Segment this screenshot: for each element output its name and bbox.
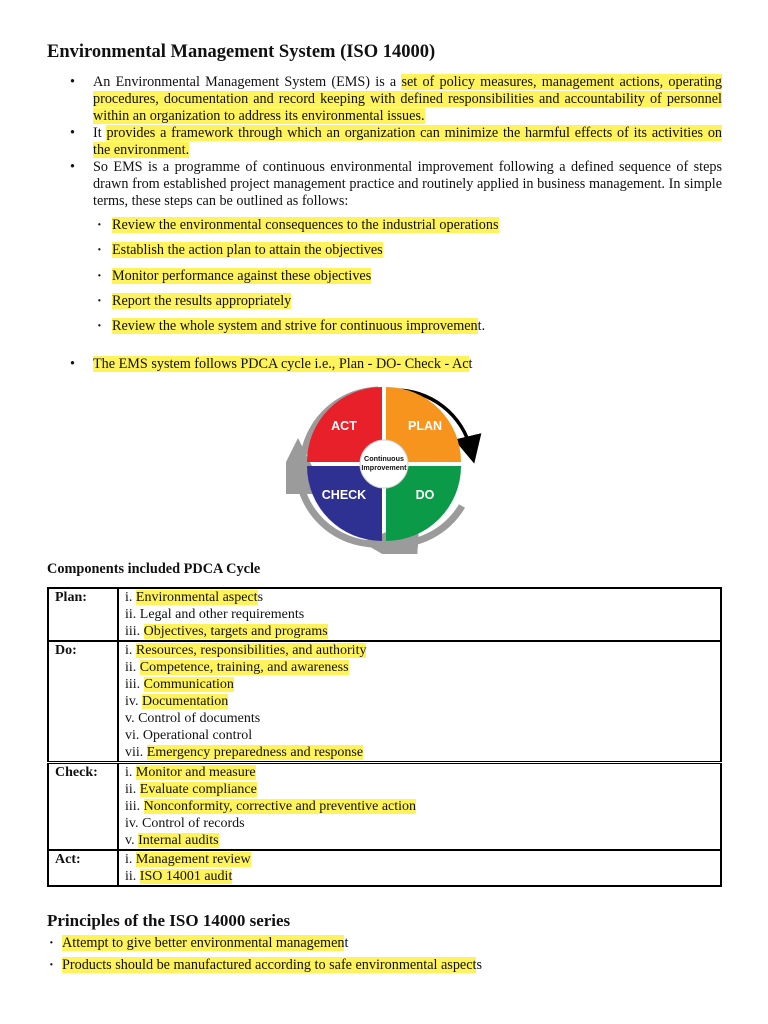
principles-title: Principles of the ISO 14000 series bbox=[47, 911, 291, 930]
highlighted-text: Attempt to give better environmental managemen bbox=[62, 935, 345, 951]
highlighted-text: Competence, training, and awareness bbox=[139, 660, 349, 675]
item-number: i. bbox=[125, 852, 136, 867]
list-item bbox=[125, 606, 714, 623]
highlighted-text: ISO 14001 audit bbox=[139, 869, 233, 884]
item-number: iii. bbox=[125, 677, 144, 692]
center-label-line2: Improvement bbox=[361, 463, 407, 472]
principle-item bbox=[47, 934, 482, 956]
highlighted-text: provides a framework through which an organization can minimize the harmful effects of its activities on the environment. bbox=[93, 125, 723, 158]
step-item bbox=[97, 216, 499, 241]
highlighted-text: Monitor and measure bbox=[135, 765, 256, 780]
highlighted-text: Report the results appropriately bbox=[112, 292, 292, 309]
intro-bullet bbox=[70, 125, 722, 159]
components-table bbox=[47, 587, 722, 887]
step-item bbox=[97, 241, 499, 266]
highlighted-text: Communication bbox=[143, 677, 234, 692]
list-item bbox=[125, 589, 714, 606]
pdca-bullet bbox=[70, 356, 472, 373]
step-tail: t. bbox=[477, 318, 486, 335]
principles-list bbox=[47, 934, 482, 977]
steps-list bbox=[97, 216, 499, 342]
list-item bbox=[125, 727, 714, 744]
highlighted-text: Nonconformity, corrective and preventive action bbox=[143, 799, 417, 814]
highlighted-text: Environmental aspect bbox=[135, 590, 258, 605]
step-item bbox=[97, 317, 499, 342]
pdca-bullet-item bbox=[93, 356, 472, 373]
list-item bbox=[125, 676, 714, 693]
center-label-line1: Continuous bbox=[364, 454, 404, 463]
table-row bbox=[48, 850, 721, 886]
label-act: ACT bbox=[331, 419, 357, 433]
highlighted-text: Management review bbox=[135, 852, 251, 867]
row-label: Do: bbox=[48, 641, 118, 763]
intro-bullet bbox=[70, 74, 722, 125]
table-row bbox=[48, 641, 721, 763]
item-number: i. bbox=[125, 590, 136, 605]
label-check: CHECK bbox=[321, 488, 367, 502]
item-number: iii. bbox=[125, 624, 144, 639]
intro-text: An Environmental Management System (EMS) is a bbox=[93, 74, 402, 90]
components-title: Components included PDCA Cycle bbox=[47, 561, 261, 577]
item-number: iv. Control of records bbox=[125, 816, 245, 831]
item-tail: s bbox=[257, 590, 264, 605]
list-item bbox=[125, 832, 714, 849]
intro-text: So EMS is a programme of continuous environmental improvement following a defined sequence of steps drawn from established project management practice and routinely applied in business management. In simple terms, these steps can be outlined as follows: bbox=[93, 159, 722, 209]
highlighted-text: Evaluate compliance bbox=[139, 782, 257, 797]
highlighted-text: Emergency preparedness and response bbox=[146, 745, 364, 760]
row-items bbox=[118, 763, 721, 851]
intro-text: It bbox=[93, 125, 107, 141]
step-item bbox=[97, 267, 499, 292]
row-items bbox=[118, 641, 721, 763]
highlighted-text: Internal audits bbox=[138, 833, 219, 848]
step-item bbox=[97, 292, 499, 317]
item-number: iii. bbox=[125, 799, 144, 814]
pdca-tail: t bbox=[468, 356, 473, 372]
item-number: v. Control of documents bbox=[125, 711, 261, 726]
intro-bullet bbox=[70, 159, 722, 210]
highlighted-text: Monitor performance against these objectives bbox=[112, 267, 372, 284]
item-number: ii. bbox=[125, 660, 140, 675]
list-item bbox=[125, 710, 714, 727]
row-label: Check: bbox=[48, 763, 118, 851]
highlighted-text: Review the environmental consequences to the industrial operations bbox=[112, 217, 499, 233]
pdca-cycle-diagram bbox=[286, 384, 482, 554]
principle-tail: s bbox=[476, 956, 482, 973]
item-number: vii. bbox=[125, 745, 147, 760]
list-item bbox=[125, 764, 714, 781]
principle-tail: t bbox=[344, 935, 349, 951]
list-item bbox=[125, 642, 714, 659]
item-number: vi. Operational control bbox=[125, 728, 253, 743]
item-number: iv. bbox=[125, 694, 142, 709]
list-item bbox=[125, 659, 714, 676]
label-plan: PLAN bbox=[407, 419, 443, 433]
item-number: v. bbox=[125, 833, 139, 848]
highlighted-text: set of policy measures, management actions, operating procedures, documentation and record keeping with defined responsibilities and accountability of personnel within an organization to address its environmental issues. bbox=[93, 74, 722, 124]
highlighted-text: The EMS system follows PDCA cycle i.e., Plan - DO- Check - Ac bbox=[93, 356, 469, 372]
highlighted-text: Products should be manufactured according to safe environmental aspect bbox=[62, 956, 477, 973]
highlighted-text: Review the whole system and strive for continuous improvemen bbox=[112, 318, 478, 335]
list-item bbox=[125, 623, 714, 640]
highlighted-text: Resources, responsibilities, and authority bbox=[135, 643, 367, 658]
highlighted-text: Objectives, targets and programs bbox=[143, 624, 328, 639]
list-item bbox=[125, 798, 714, 815]
row-label: Plan: bbox=[48, 588, 118, 641]
intro-list bbox=[70, 74, 722, 210]
list-item bbox=[125, 851, 714, 868]
table-row bbox=[48, 588, 721, 641]
list-item bbox=[125, 815, 714, 832]
row-items bbox=[118, 850, 721, 886]
item-number: i. bbox=[125, 643, 136, 658]
list-item bbox=[125, 868, 714, 885]
principle-item bbox=[47, 956, 482, 978]
list-item bbox=[125, 781, 714, 798]
highlighted-text: Documentation bbox=[141, 694, 229, 709]
list-item bbox=[125, 693, 714, 710]
row-items bbox=[118, 588, 721, 641]
list-item bbox=[125, 744, 714, 761]
row-label: Act: bbox=[48, 850, 118, 886]
highlighted-text: Establish the action plan to attain the objectives bbox=[112, 242, 383, 259]
item-number: ii. Legal and other requirements bbox=[125, 607, 305, 622]
label-do: DO bbox=[415, 488, 435, 502]
item-number: i. bbox=[125, 765, 136, 780]
page-title: Environmental Management System (ISO 14000) bbox=[47, 42, 436, 62]
item-number: ii. bbox=[125, 782, 140, 797]
table-row bbox=[48, 763, 721, 851]
item-number: ii. bbox=[125, 869, 140, 884]
